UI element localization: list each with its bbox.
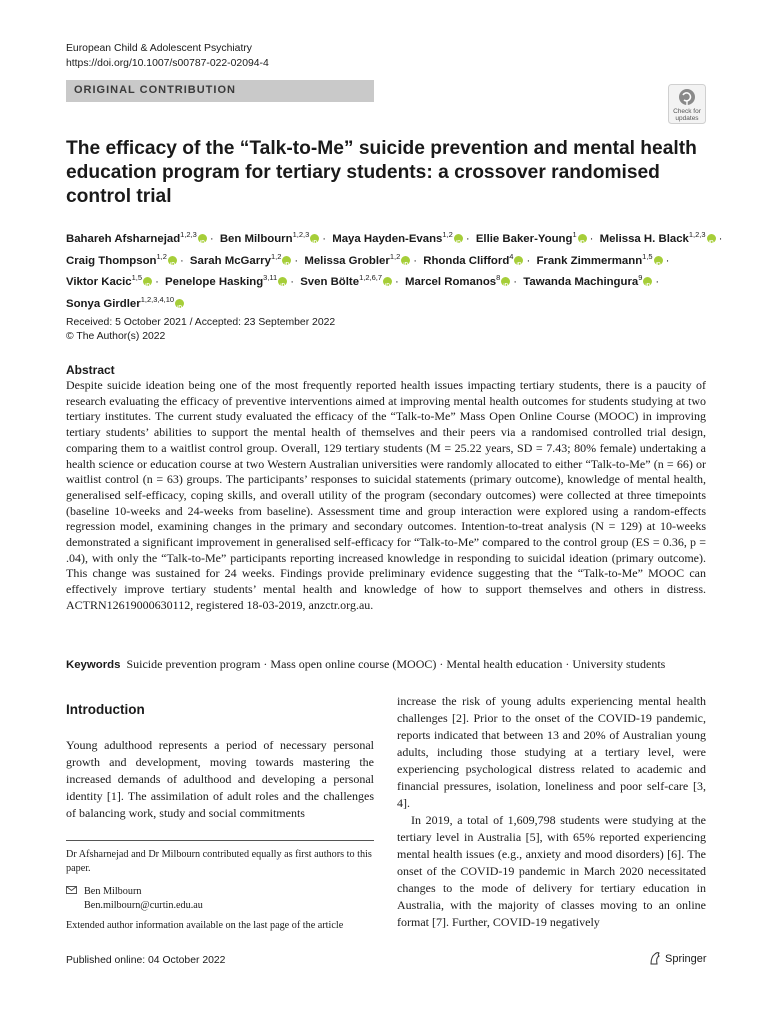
author-name: Craig Thompson	[66, 254, 157, 267]
abstract-text: Despite suicide ideation being one of the most frequently reported health issues impacting tertiary students, there is a paucity of research evaluating the efficacy of preventive interventions aimed at improving mental health outcomes for students studying at two tertiary institutes. The current study evaluated the efficacy of the “Talk-to-Me” Mass Open Online Course (MOOC) in improving tertiary students’ abilities to support the mental health of themselves and their peers via a randomised controlled trial design, comparing them to a waitlist control group. Overall, 129 tertiary students (M = 25.22 years, SD = 7.43; 80% female) undertaking a health science or education course at two Western Australian universities were randomly allocated to either “Talk-to-Me” (n = 66) or waitlist control (n = 63) groups. The participants’ responses to suicidal statements (primary outcome), knowledge of mental health, generalised self-efficacy, coping skills, and overall utility of the program (secondary outcomes) were collected at three timepoints (baseline 10-weeks and 24-weeks from baseline). Assessment time and group interaction were explored using a random-effects regression model, examining changes in the primary and secondary outcomes. Intention-to-treat analysis (N = 129) at 10-weeks demonstrated a significant improvement in generalised self-efficacy for “Talk-to-Me” compared to the control group (ES = 0.36, p = .04), with only the “Talk-to-Me” participants reporting increased knowledge in responding to suicidal ideation (primary outcome). This change was sustained for 24 weeks. Findings provide preliminary evidence suggesting that the “Talk-to-Me” MOOC can effectively improve tertiary students’ mental health and knowledge of how to support themselves and others in distress. ACTRN12619000630112, registered 18-03-2019, anzctr.org.au.	[66, 378, 706, 612]
author-separator: ·	[655, 276, 660, 289]
author-entry[interactable]	[332, 230, 463, 245]
author-separator: ·	[413, 254, 418, 267]
orcid-icon[interactable]	[175, 299, 184, 308]
intro-left-column: Young adulthood represents a period of necessary personal growth and development, moving towards mastering the increased demands of adulthood and developing a personal identity [1]. The assimilation of adult roles and the challenges of balancing work, study and social commitments	[66, 738, 374, 820]
author-entry[interactable]	[536, 251, 662, 267]
orcid-icon[interactable]	[278, 277, 287, 286]
author-entry[interactable]	[423, 251, 523, 267]
author-affiliation: 1,2	[389, 251, 401, 261]
author-affiliation: 9	[638, 273, 643, 283]
author-separator: ·	[179, 254, 184, 267]
publisher-name: Springer	[665, 953, 707, 965]
author-affiliation: 1,2,3,4,10	[140, 295, 175, 305]
check-for-updates-icon	[668, 84, 706, 124]
footnote-extended-info: Extended author information available on the last page of the article	[66, 920, 344, 931]
author-entry[interactable]	[165, 273, 287, 289]
author-affiliation: 3,11	[263, 273, 278, 283]
author-entry[interactable]	[66, 230, 207, 245]
author-separator: ·	[294, 254, 299, 267]
author-name: Marcel Romanos	[404, 276, 497, 289]
author-name: Sven Bölte	[300, 276, 360, 289]
author-entry[interactable]	[66, 251, 177, 267]
author-affiliation: 1,2,3	[180, 230, 197, 239]
orcid-icon[interactable]	[198, 234, 207, 243]
author-affiliation: 1,2	[270, 251, 282, 261]
intro-right-column	[397, 693, 706, 931]
author-separator: ·	[322, 232, 327, 245]
orcid-icon[interactable]	[401, 256, 410, 265]
received-accepted-dates: Received: 5 October 2021 / Accepted: 23 September 2022	[66, 317, 336, 328]
author-name: Frank Zimmermann	[536, 254, 643, 267]
author-name: Rhonda Clifford	[423, 254, 510, 267]
orcid-icon[interactable]	[310, 234, 319, 243]
orcid-icon[interactable]	[501, 277, 510, 286]
author-name: Ben Milbourn	[219, 232, 293, 245]
intro-paragraph-2: In 2019, a total of 1,609,798 students were studying at the tertiary level in Australia [5], with 65% reported experiencing mental health issues (e.g., anxiety and mood disorders) [6]. The onset of the COVID-19 pandemic in March 2020 necessitated changes to the mode of delivery for tertiary education in Australia, with the majority of classes moving to an online format [7]. Further, COVID-19 negatively	[397, 813, 706, 929]
orcid-icon[interactable]	[383, 277, 392, 286]
orcid-icon[interactable]	[282, 256, 291, 265]
author-name: Melissa Grobler	[304, 254, 390, 267]
author-name: Sarah McGarry	[189, 254, 271, 267]
author-affiliation: 1,2,6,7	[359, 273, 382, 283]
article-type-label: ORIGINAL CONTRIBUTION	[74, 84, 236, 96]
copyright-line: © The Author(s) 2022	[66, 331, 166, 342]
author-entry[interactable]	[404, 273, 510, 289]
author-name: Sonya Girdler	[66, 298, 141, 311]
author-affiliation: 1,5	[131, 273, 143, 283]
article-title: The efficacy of the “Talk-to-Me” suicide prevention and mental health education program for tertiary students: a crossover randomised control trial	[66, 138, 697, 207]
author-entry[interactable]	[300, 273, 392, 289]
author-entry[interactable]	[599, 230, 716, 245]
author-name: Maya Hayden-Evans	[332, 232, 443, 245]
check-for-updates-line1: Check for	[673, 108, 701, 115]
orcid-icon[interactable]	[707, 234, 716, 243]
author-name: Bahareh Afsharnejad	[66, 232, 181, 245]
author-separator: ·	[718, 232, 723, 245]
publisher-logo	[648, 951, 707, 965]
author-affiliation: 1	[572, 230, 577, 239]
author-affiliation: 8	[496, 273, 501, 283]
author-name: Melissa H. Black	[599, 232, 689, 245]
orcid-icon[interactable]	[654, 256, 663, 265]
author-entry[interactable]	[219, 230, 319, 245]
author-affiliation: 1,2,3	[292, 230, 310, 239]
check-for-updates-badge[interactable]	[668, 84, 706, 124]
envelope-icon	[66, 885, 78, 899]
author-name: Tawanda Machingura	[523, 276, 639, 289]
author-separator: ·	[395, 276, 399, 289]
author-affiliation: 4	[509, 251, 514, 261]
footnote-divider	[66, 840, 374, 841]
journal-header	[66, 41, 269, 71]
corresponding-author-name: Ben Milbourn	[84, 886, 142, 897]
orcid-icon[interactable]	[168, 256, 177, 265]
author-affiliation: 1,2	[442, 230, 453, 239]
introduction-heading: Introduction	[66, 702, 145, 717]
keywords-label: Keywords	[66, 659, 121, 671]
author-entry[interactable]	[189, 251, 291, 267]
author-separator: ·	[290, 276, 295, 289]
springer-horse-icon	[648, 951, 662, 965]
doi-link[interactable]: https://doi.org/10.1007/s00787-022-02094-4	[66, 58, 269, 69]
published-online: Published online: 04 October 2022	[66, 955, 226, 966]
article-type-banner	[66, 80, 374, 102]
author-affiliation: 1,5	[642, 251, 653, 261]
footnote-equal-contribution: Dr Afsharnejad and Dr Milbourn contributed equally as first authors to this paper.	[66, 849, 372, 874]
check-for-updates-line2: updates	[675, 115, 699, 122]
author-entry[interactable]	[66, 273, 152, 289]
author-separator: ·	[465, 232, 470, 245]
corresponding-author	[66, 885, 203, 912]
keywords-line	[66, 656, 726, 673]
author-separator: ·	[665, 254, 670, 267]
abstract-heading: Abstract	[66, 363, 115, 377]
author-separator: ·	[155, 276, 159, 289]
intro-paragraph-1: increase the risk of young adults experiencing mental health challenges [2]. Prior to the onset of the COVID-19 pandemic, reports indicated that between 13 and 20% of Australian young adults, including those studying at a tertiary level, were experiencing psychological distress related to academic and financial pressures, isolation, loneliness and poor self-care [3, 4].	[397, 694, 706, 810]
orcid-icon[interactable]	[643, 277, 652, 286]
author-list	[66, 226, 726, 313]
author-separator: ·	[209, 232, 214, 245]
orcid-icon[interactable]	[578, 234, 587, 243]
author-name: Penelope Hasking	[165, 276, 264, 289]
author-separator: ·	[513, 276, 518, 289]
corresponding-author-email[interactable]: Ben.milbourn@curtin.edu.au	[84, 899, 203, 911]
article-dates	[66, 316, 335, 344]
author-entry[interactable]	[66, 295, 184, 311]
keywords-text: Suicide prevention program · Mass open online course (MOOC) · Mental health education · University students	[126, 657, 666, 671]
orcid-icon[interactable]	[454, 234, 463, 243]
orcid-icon[interactable]	[514, 256, 523, 265]
author-affiliation: 1,2	[156, 251, 167, 261]
orcid-icon[interactable]	[143, 277, 152, 286]
journal-name: European Child & Adolescent Psychiatry	[66, 43, 252, 54]
author-entry[interactable]	[475, 230, 587, 245]
author-separator: ·	[589, 232, 594, 245]
author-entry[interactable]	[304, 251, 410, 267]
author-entry[interactable]	[523, 273, 652, 289]
author-separator: ·	[526, 254, 531, 267]
author-affiliation: 1,2,3	[688, 230, 706, 239]
author-name: Ellie Baker-Young	[475, 232, 573, 245]
author-name: Viktor Kacic	[66, 276, 132, 289]
